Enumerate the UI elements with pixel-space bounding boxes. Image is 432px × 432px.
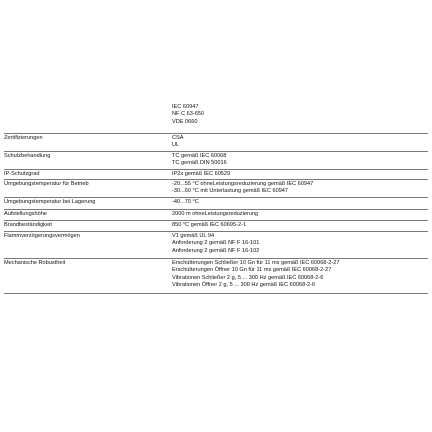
spec-value: V1 gemäß UL 94 xyxy=(172,233,215,239)
spec-label: Umgebungstemperatur bei Lagerung xyxy=(4,199,96,205)
spec-label: Aufstellungshöhe xyxy=(4,211,47,217)
spec-table xyxy=(4,133,428,294)
spec-values xyxy=(172,181,313,196)
standard-line: IEC 60947 xyxy=(172,104,199,110)
spec-value: TC gemäß IEC 60068 xyxy=(172,153,227,159)
spec-value: Anforderung 2 gemäß NF F 16-101 xyxy=(172,240,260,247)
spec-values xyxy=(172,135,184,150)
spec-values xyxy=(172,153,227,168)
spec-label: Flammverzögerungsvermögen xyxy=(4,233,80,239)
spec-value: -20...55 °C ohneLeistungsreduzierung gemäß IEC 60947 xyxy=(172,181,314,187)
spec-value: TC gemäß DIN 50016 xyxy=(172,160,227,167)
spec-row-altitude xyxy=(4,209,428,220)
spec-row-storage-temp xyxy=(4,197,428,209)
spec-row-operating-temp xyxy=(4,179,428,197)
spec-value: CSA xyxy=(172,135,184,141)
spec-label: Schutzbehandlung xyxy=(4,153,51,159)
spec-value: Anforderung 2 gemäß NF F 16-102 xyxy=(172,247,260,254)
spec-row-certifications xyxy=(4,133,428,151)
spec-row-protection xyxy=(4,151,428,169)
spec-row-fire xyxy=(4,220,428,231)
spec-values xyxy=(172,171,230,178)
spec-label: Zertifizierungen xyxy=(4,135,43,141)
spec-value: -30...60 °C mit Unterlastung gemäß IEC 60947 xyxy=(172,188,289,195)
spec-values xyxy=(172,199,199,206)
spec-value: Erschütterungen Schließer 10 Gn für 11 ms gemäß IEC 60068-2-27 xyxy=(172,260,340,266)
spec-row-ip xyxy=(4,169,428,179)
spec-value: -40...70 °C xyxy=(172,199,199,205)
spec-value: Vibrationen Schließer 2 g, 5 ... 300 Hz gemäß IEC 60068-2-6 xyxy=(172,274,324,281)
spec-label: Mechanische Robustheit xyxy=(4,260,66,266)
standard-line: NF C 63-650 xyxy=(172,111,205,118)
spec-values xyxy=(172,260,339,290)
spec-row-flame xyxy=(4,231,428,258)
spec-label: Brandbeständigkeit xyxy=(4,222,52,228)
spec-value: 2000 m ohneLeistungsreduzierung xyxy=(172,211,259,217)
spec-values xyxy=(172,222,246,229)
standard-line: VDE 0660 xyxy=(172,118,198,125)
spec-value: Vibrationen Öffner 2 g, 5 ... 300 Hz gemäß IEC 60068-2-6 xyxy=(172,282,316,289)
spec-value: UL xyxy=(172,142,180,149)
spec-value: 850 °C gemäß IEC 60695-2-1 xyxy=(172,222,247,228)
spec-value: IP2x gemäß IEC 60529 xyxy=(172,171,231,177)
spec-label: Umgebungstemperatur für Betrieb xyxy=(4,181,89,187)
spec-row-mechanical xyxy=(4,258,428,294)
spec-value: Erschütterungen Öffner 10 Gn für 11 ms gemäß IEC 60068-2-27 xyxy=(172,267,332,274)
standards-list xyxy=(172,104,204,126)
spec-values xyxy=(172,211,258,218)
spec-values xyxy=(172,233,259,255)
spec-label: IP-Schutzgrad xyxy=(4,171,40,177)
